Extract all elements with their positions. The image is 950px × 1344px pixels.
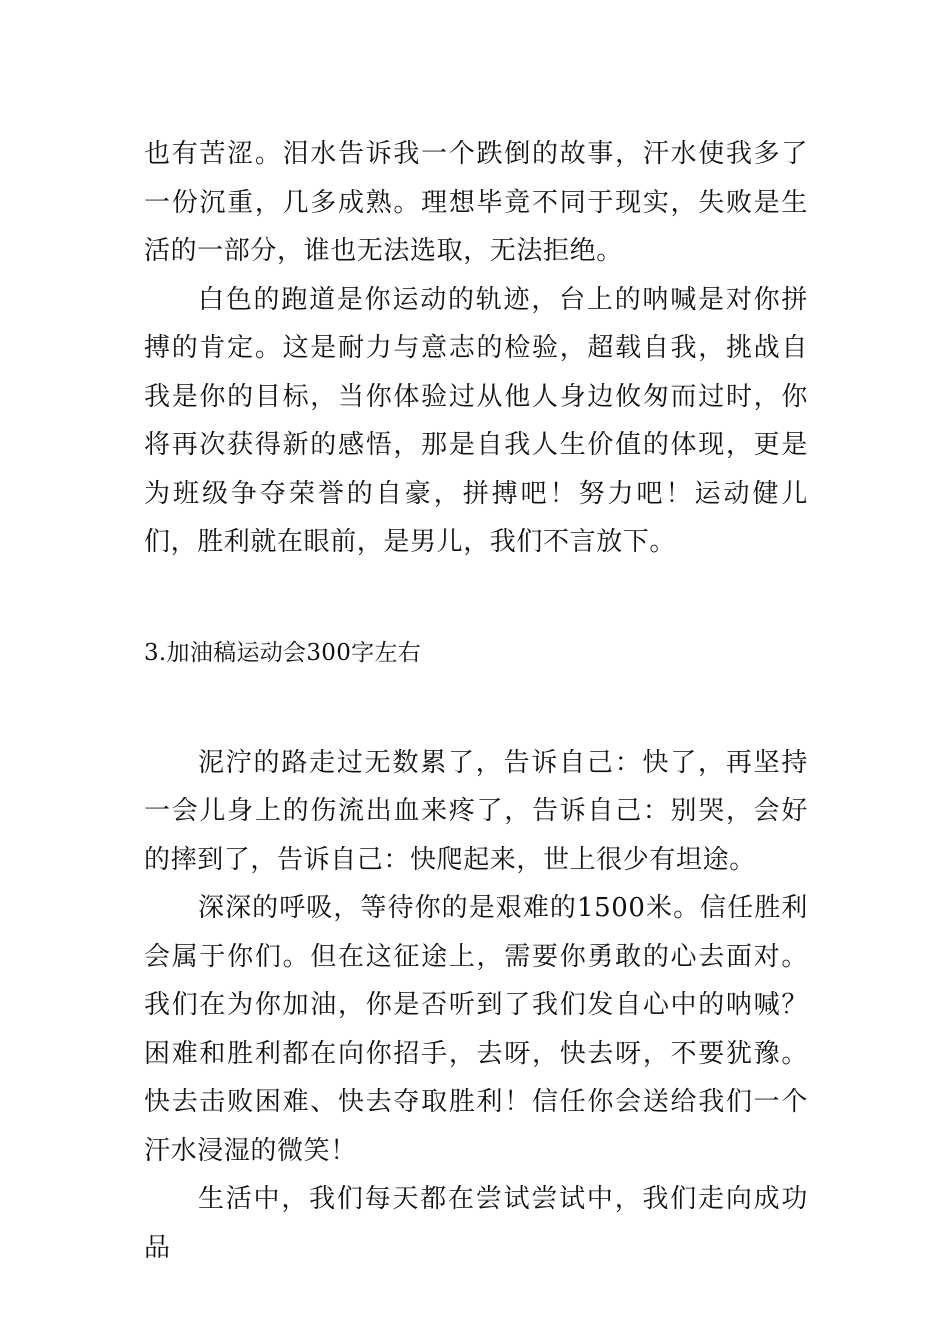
paragraph-bitter-tears: 也有苦涩。泪水告诉我一个跌倒的故事，汗水使我多了一份沉重，几多成熟。理想毕竟不同于现实，失败是生活的一部分，谁也无法选取，无法拒绝。 (144, 139, 808, 266)
section-heading: 3.加油稿运动会300字左右 (144, 639, 422, 666)
paragraph-white-track: 白色的跑道是你运动的轨迹，台上的呐喊是对你拼搏的肯定。这是耐力与意志的检验，超载自我，挑战自我是你的目标，当你体验过从他人身边攸匆而过时，你将再次获得新的感悟，那是自我人生价值的体现，更是为班级争夺荣誉的自豪，拼搏吧！努力吧！运动健儿们，胜利就在眼前，是男儿，我们不言放下。 (144, 284, 808, 557)
paragraph-muddy-road: 泥泞的路走过无数累了，告诉自己：快了，再坚持一会儿身上的伤流出血来疼了，告诉自己：别哭，会好的摔到了，告诉自己：快爬起来，世上很少有坦途。 (144, 747, 808, 875)
paragraph-daily-life: 生活中，我们每天都在尝试尝试中，我们走向成功品 (144, 1184, 808, 1263)
document-page (144, 130, 808, 1272)
paragraph-deep-breath: 深深的呼吸，等待你的是艰难的1500米。信任胜利会属于你们。但在这征途上，需要你勇敢的心去面对。我们在为你加油，你是否听到了我们发自心中的呐喊？困难和胜利都在向你招手，去呀，快去呀，不要犹豫。快去击败困难、快去夺取胜利！信任你会送给我们一个汗水浸湿的微笑！ (144, 893, 808, 1166)
